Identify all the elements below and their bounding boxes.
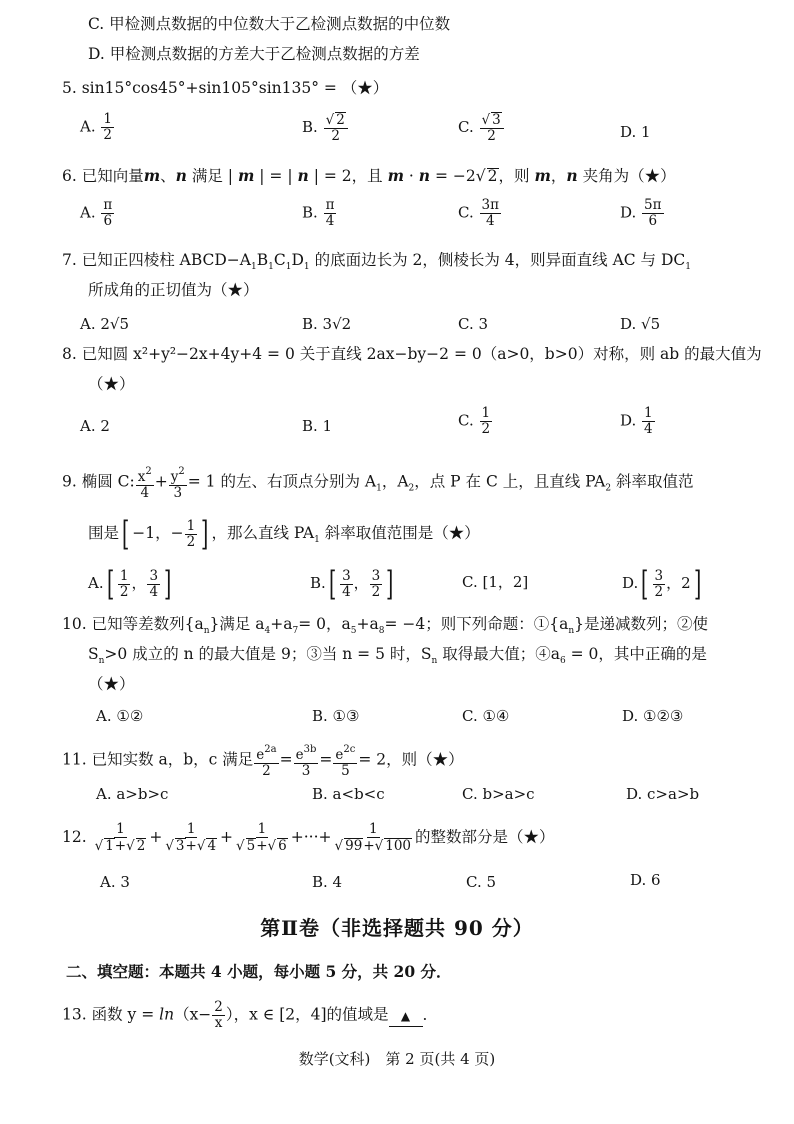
- q7-stem-line1: 7. 已知正四棱柱 $ABCD-A_1B_1C_1D_1$ 的底面边长为 2，侧棱长为 4，则异面直线 AC 与 $DC_1$: [62, 251, 691, 272]
- section-heading: 二、填空题：本题共 4 小题，每小题 5 分，共 20 分．: [66, 962, 452, 981]
- q6-option-b: B. $\frac{\pi}{4}$: [302, 197, 335, 229]
- q4-option-d: D. 甲检测点数据的方差大于乙检测点数据的方差: [88, 45, 420, 63]
- q11-option-a: A. a>b>c: [96, 785, 169, 803]
- q10-option-a: A. ①②: [96, 707, 144, 725]
- q9-option-b: B.[ $\frac{3}{4}$ ， $\frac{3}{2}$ ]: [310, 564, 394, 604]
- q10-option-d: D. ①②③: [622, 707, 684, 725]
- q12-option-b: B. 4: [312, 873, 343, 891]
- q5-stem: 5. sin15°cos45°+sin105°sin135° = （★）: [62, 79, 389, 97]
- q8-option-a: A. 2: [80, 417, 110, 435]
- q11-option-c: C. b>a>c: [462, 785, 535, 803]
- q7-option-c: C. 3: [458, 315, 489, 333]
- q12-option-a: A. 3: [100, 873, 130, 891]
- q10-stem-line3: （★）: [88, 675, 135, 693]
- q6-stem: 6. 已知向量m、n 满足 | m | = | n | = 2，且 m · n = −2√ 2，则 m，n 夹角为（★）: [62, 166, 676, 185]
- q13-answer-blank[interactable]: ▲: [389, 1006, 423, 1027]
- q12-option-d: D. 6: [630, 871, 661, 889]
- q8-stem-line2: （★）: [88, 375, 135, 393]
- q12-option-c: C. 5: [466, 873, 497, 891]
- part2-title: 第Ⅱ卷（非选择题共 90 分）: [260, 916, 534, 940]
- q10-option-b: B. ①③: [312, 707, 360, 725]
- q4-option-c: C. 甲检测点数据的中位数大于乙检测点数据的中位数: [88, 15, 451, 33]
- q6-option-a: A. $\frac{\pi}{6}$: [80, 197, 113, 229]
- q8-stem-line1: 8. 已知圆 x²+y²−2x+4y+4 = 0 关于直线 2ax−by−2 = 0（a>0，b>0）对称，则 ab 的最大值为: [62, 345, 762, 363]
- q10-option-c: C. ①④: [462, 707, 510, 725]
- page-footer: 数学(文科) 第 2 页(共 4 页): [298, 1050, 496, 1068]
- q9-option-d: D.[ $\frac{3}{2}$ ，2]: [622, 564, 701, 604]
- q9-option-a: A.[ $\frac{1}{2}$ ， $\frac{3}{4}$ ]: [88, 564, 172, 604]
- q5-option-d: D. 1: [620, 123, 651, 141]
- q13-stem: 13. 函数 y = ln（x− $\frac{2}{x}$ ），x ∈ [2，4]的值域是 ▲ ．: [62, 999, 439, 1031]
- q12-stem: 12. $\frac{1}{√ 1+√ 2}$ + $\frac{1}{√ 3+√ 4}$ + $\frac{1}{√ 5+√ 6}$ +···+ $\frac{1}{√ 99+√ 100}$ 的整数部分是（★）: [62, 821, 555, 854]
- q5-option-c: C. $\frac{√ 3}{2}$: [458, 112, 505, 144]
- q8-option-c: C. $\frac{1}{2}$: [458, 405, 491, 437]
- q7-stem-line2: 所成角的正切值为（★）: [88, 281, 259, 299]
- q7-option-b: B. 3√2: [302, 315, 352, 333]
- q8-option-d: D. $\frac{1}{4}$: [620, 405, 653, 437]
- q10-stem-line2: $S_n>0$ 成立的 n 的最大值是 9；③当 n = 5 时，$S_n$ 取得最大值；$④a_6 = 0$，其中正确的是: [88, 645, 707, 666]
- q8-option-b: B. 1: [302, 417, 333, 435]
- q7-option-a: A. 2√5: [80, 315, 130, 333]
- q9-stem-line1: 9. 椭圆 C: $\frac{x^2}{4}$ + $\frac{y^2}{3}$ = 1 的左、右顶点分别为 $A_1$，$A_2$，点 P 在 C 上，且直线 $PA_2$ 斜率取值范: [62, 466, 694, 501]
- q5-option-b: B. $\frac{√ 2}{2}$: [302, 112, 349, 144]
- q10-stem-line1: 10. 已知等差数列$\{a_n\}$满足 $a_4+a_7= 0$，$a_5+a_8= -4$；则下列命题：$①\{a_n\}$是递减数列；②使: [62, 615, 708, 636]
- q11-option-b: B. a<b<c: [312, 785, 385, 803]
- q9-option-c: C. [1，2]: [462, 573, 529, 591]
- q6-option-d: D. $\frac{5\pi}{6}$: [620, 197, 662, 229]
- q6-option-c: C. $\frac{3\pi}{4}$: [458, 197, 499, 229]
- q9-stem-line2: 围是[ −1，− $\frac{1}{2}$ ] ，那么直线 $PA_1$ 斜率取值范围是（★）: [88, 514, 480, 554]
- q11-stem: 11. 已知实数 a，b，c 满足 $\frac{e^{2a}}{2}$ = $\frac{e^{3b}}{3}$ = $\frac{e^{2c}}{5}$ = 2，则（★）: [62, 744, 464, 779]
- q11-option-d: D. c>a>b: [626, 785, 700, 803]
- q7-option-d: D. √5: [620, 315, 661, 333]
- q5-option-a: A. $\frac{1}{2}$: [80, 111, 112, 143]
